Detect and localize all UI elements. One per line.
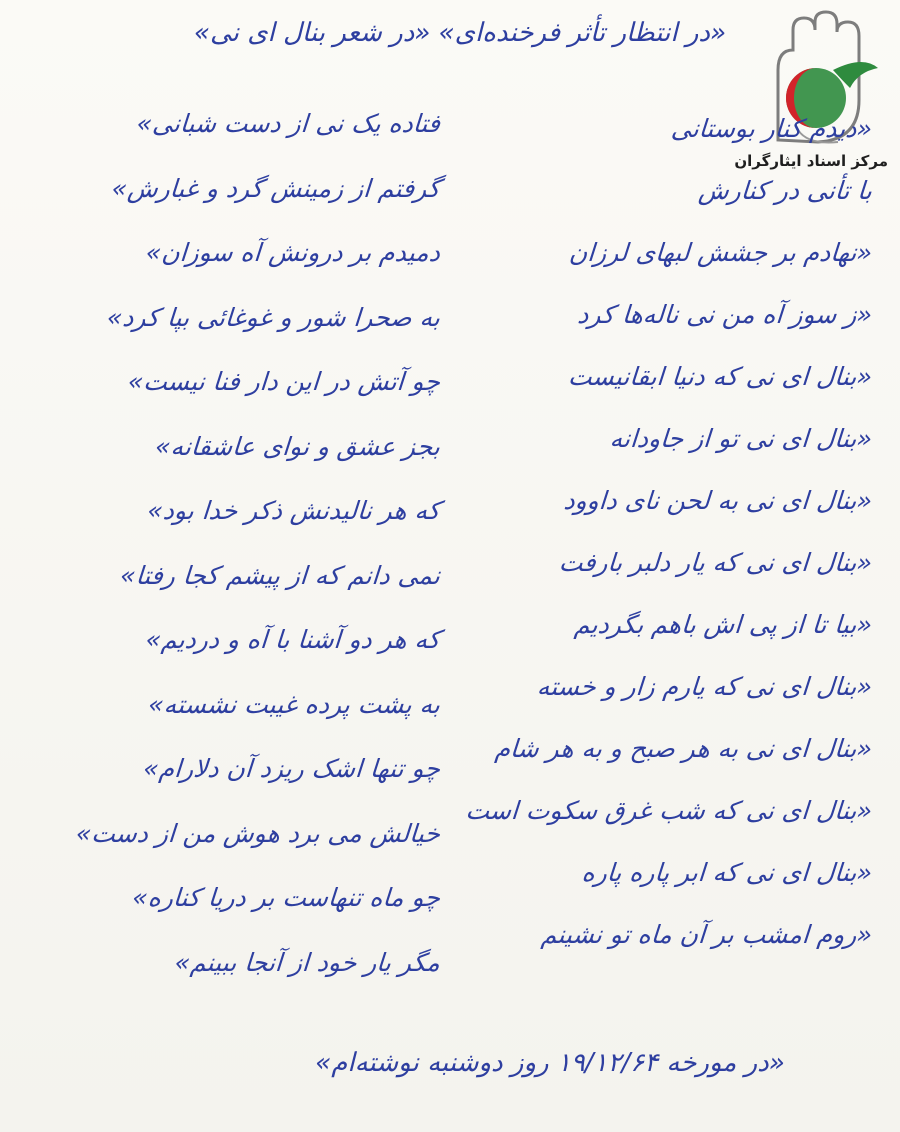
poem-line: «بنال ای نی که یار دلبر بارفت <box>558 548 874 577</box>
poem-line: بجز عشق و نوای عاشقانه» <box>154 431 442 461</box>
logo-title: مرکز اسناد ایثارگران <box>734 152 888 170</box>
poem-line: خیالش می برد هوش من از دست» <box>75 818 442 848</box>
poem-line: «بنال ای نی به هر صبح و به هر شام <box>493 734 874 763</box>
poem-line: «روم امشب بر آن ماه تو نشینم <box>540 920 874 949</box>
poem-line: چو آتش در این دار فنا نیست» <box>127 367 442 396</box>
poem-line: به پشت پرده غیبت نشسته» <box>147 689 442 719</box>
poem-line: که هر نالیدنش ذکر خدا بود» <box>146 496 442 525</box>
poem-line: «نهادم بر جشش لبهای لرزان <box>568 238 874 267</box>
poem-right-column <box>464 98 874 966</box>
poem-line: «بنال ای نی به لحن نای داوود <box>562 486 874 515</box>
poem-line: که هر دو آشنا با آه و دردیم» <box>144 625 442 654</box>
poem-line: «بنال ای نی که شب غرق سکوت است <box>464 796 874 825</box>
poem-line: مگر یار خود از آنجا ببینم» <box>173 947 442 977</box>
poem-line: چو ماه تنهاست بر دریا کناره» <box>131 883 442 912</box>
poem-line: گرفتم از زمینش گرد و غبارش» <box>110 173 442 203</box>
poem-title: «در انتظار تأثر فرخنده‌ای» «در شعر بنال ای نی» <box>193 18 726 48</box>
poem-line: «بنال ای نی تو از جاودانه <box>608 424 874 453</box>
poem-line: دمیدم بر درونش آه سوزان» <box>145 238 442 267</box>
poem-line: «بنال ای نی که یارم زار و خسته <box>536 672 874 701</box>
date-footer: «در مورخه ۱۹/۱۲/۶۴ روز دوشنبه نوشته‌ام» <box>315 1048 785 1078</box>
poem-line: نمی دانم که از پیشم کجا رفتا» <box>119 560 442 590</box>
poem-line: «بنال ای نی که ابر پاره پاره <box>580 858 874 887</box>
poem-line: به صحرا شور و غوغائی بپا کرد» <box>106 302 442 332</box>
poem-line: «ز سوز آه من نی ناله‌ها کرد <box>576 300 874 329</box>
poem-left-column <box>20 92 440 995</box>
poem-line: «بنال ای نی که دنیا ابقانیست <box>567 362 874 391</box>
poem-line: فتاده یک نی از دست شبانی» <box>135 109 442 138</box>
poem-line: «بیا تا از پی اش باهم بگردیم <box>573 610 874 639</box>
poem-line: با تأنی در کنارش <box>697 176 874 205</box>
poem-line: چو تنها اشک ریزد آن دلارام» <box>142 754 442 783</box>
poem-line: «دیدم کنار بوستانی <box>670 114 874 143</box>
